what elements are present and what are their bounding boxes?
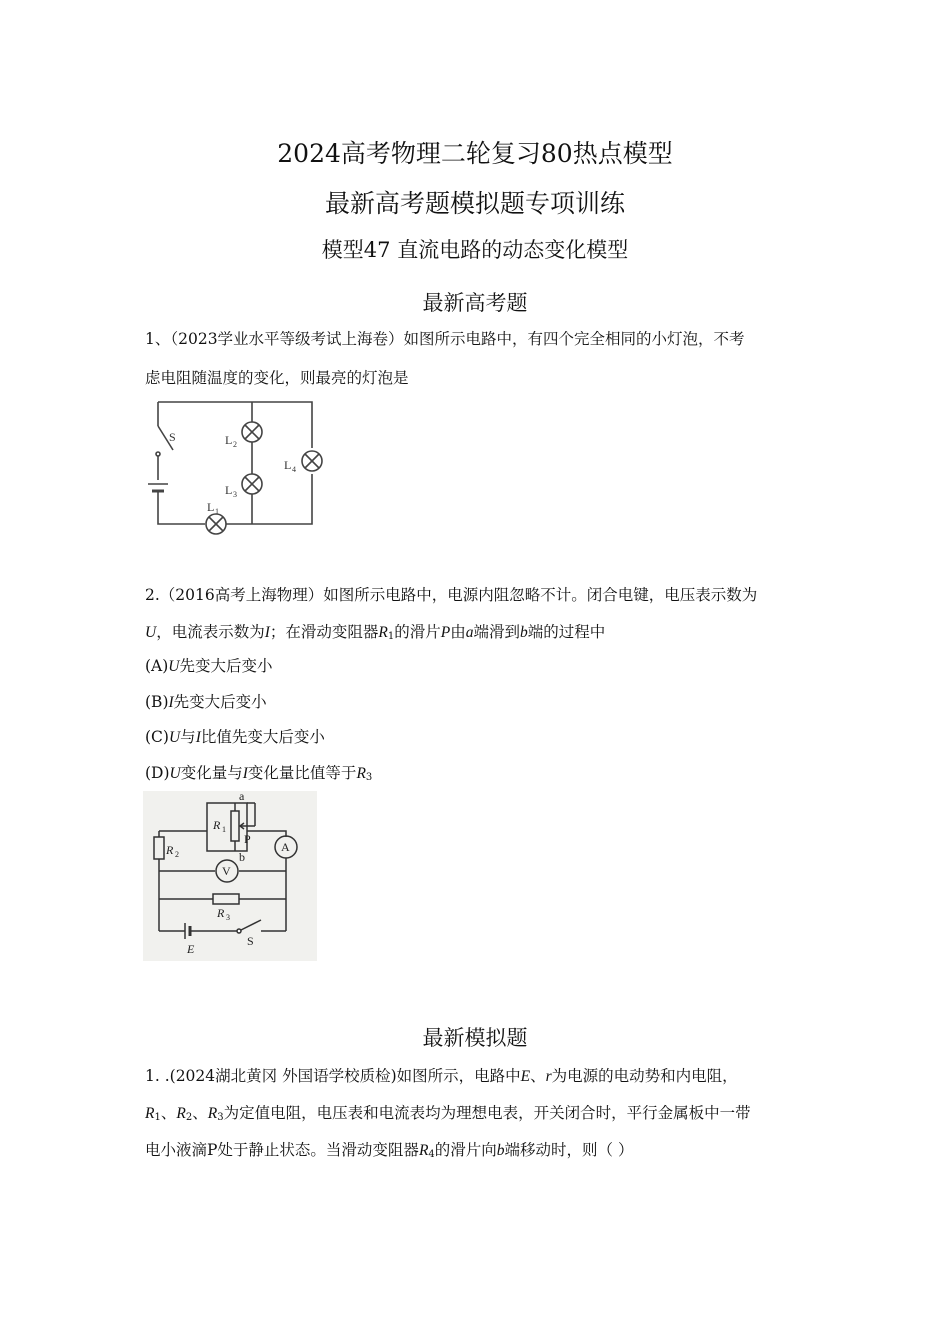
q2-var-u: U [145,624,157,641]
m1-line-2: $R_1$、$R_2$、$R_3$为定值电阻，电压表和电流表均为理想电表，开关闭合时，平行金属板中一带 [145,1104,751,1123]
q2-line-2: U，电流表示数为I；在滑动变阻器$R_1$的滑片P由a端滑到b端的过程中 [145,623,606,642]
q2-label-p: P [244,832,251,846]
q2-option-a: (A)U先变大后变小 [145,657,273,675]
q2-option-d: (D)U变化量与I变化量比值等于$R_3$ [145,764,373,783]
q1-circuit-diagram [145,396,335,542]
q2-line-1: 2.（2016高考上海物理）如图所示电路中，电源内阻忽略不计。闭合电键，电压表示数为 [145,586,758,604]
q2-label-a: a [239,791,245,803]
q1-label-l4-sub: 4 [292,465,296,474]
q1-label-l3: L [225,483,233,497]
m1-line-3: 电小液滴P处于静止状态。当滑动变阻器$R_4$的滑片向b端移动时，则（ ） [145,1141,634,1160]
q1-line-1: 1、（2023学业水平等级考试上海卷）如图所示电路中，有四个完全相同的小灯泡，不考 [145,330,745,348]
q1-label-l3-sub: 3 [233,490,237,499]
main-title: 2024高考物理二轮复习80热点模型 [277,139,673,168]
q2-label-voltmeter: V [222,864,231,878]
q1-label-l1: L [207,500,215,514]
model-title: 模型47 直流电路的动态变化模型 [321,238,629,262]
q1-label-l2-sub: 2 [233,440,237,449]
q2-label-r2: R [166,843,174,857]
q1-label-l1-sub: 1 [215,507,219,516]
q1-label-l2: L [225,433,233,447]
q2-label-s: S [247,934,254,948]
section-heading-moni: 最新模拟题 [422,1026,528,1050]
q2-option-b: (B)I先变大后变小 [145,693,267,711]
q1-label-s: S [169,430,176,444]
q1-line-2: 虑电阻随温度的变化，则最亮的灯泡是 [145,369,409,387]
q2-label-r3: R [217,906,225,920]
q2-label-e: E [187,942,195,956]
q2-label-r1: R [213,818,221,832]
q1-label-l4: L [284,458,292,472]
q2-label-ammeter: A [281,840,290,854]
q2-circuit-diagram [143,791,317,961]
q2-option-c: (C)U与I比值先变大后变小 [145,728,325,746]
q2-label-r1-sub: 1 [222,825,226,834]
q2-label-r2-sub: 2 [175,850,179,859]
q2-label-r3-sub: 3 [226,913,230,922]
m1-line-1: 1. .(2024湖北黄冈 外国语学校质检)如图所示，电路中E、r为电源的电动势和内电阻， [145,1067,738,1085]
section-heading-gaokao: 最新高考题 [422,291,528,315]
q2-var-i: I [264,624,270,641]
subtitle: 最新高考题模拟题专项训练 [324,189,625,218]
q2-label-b: b [239,850,245,864]
